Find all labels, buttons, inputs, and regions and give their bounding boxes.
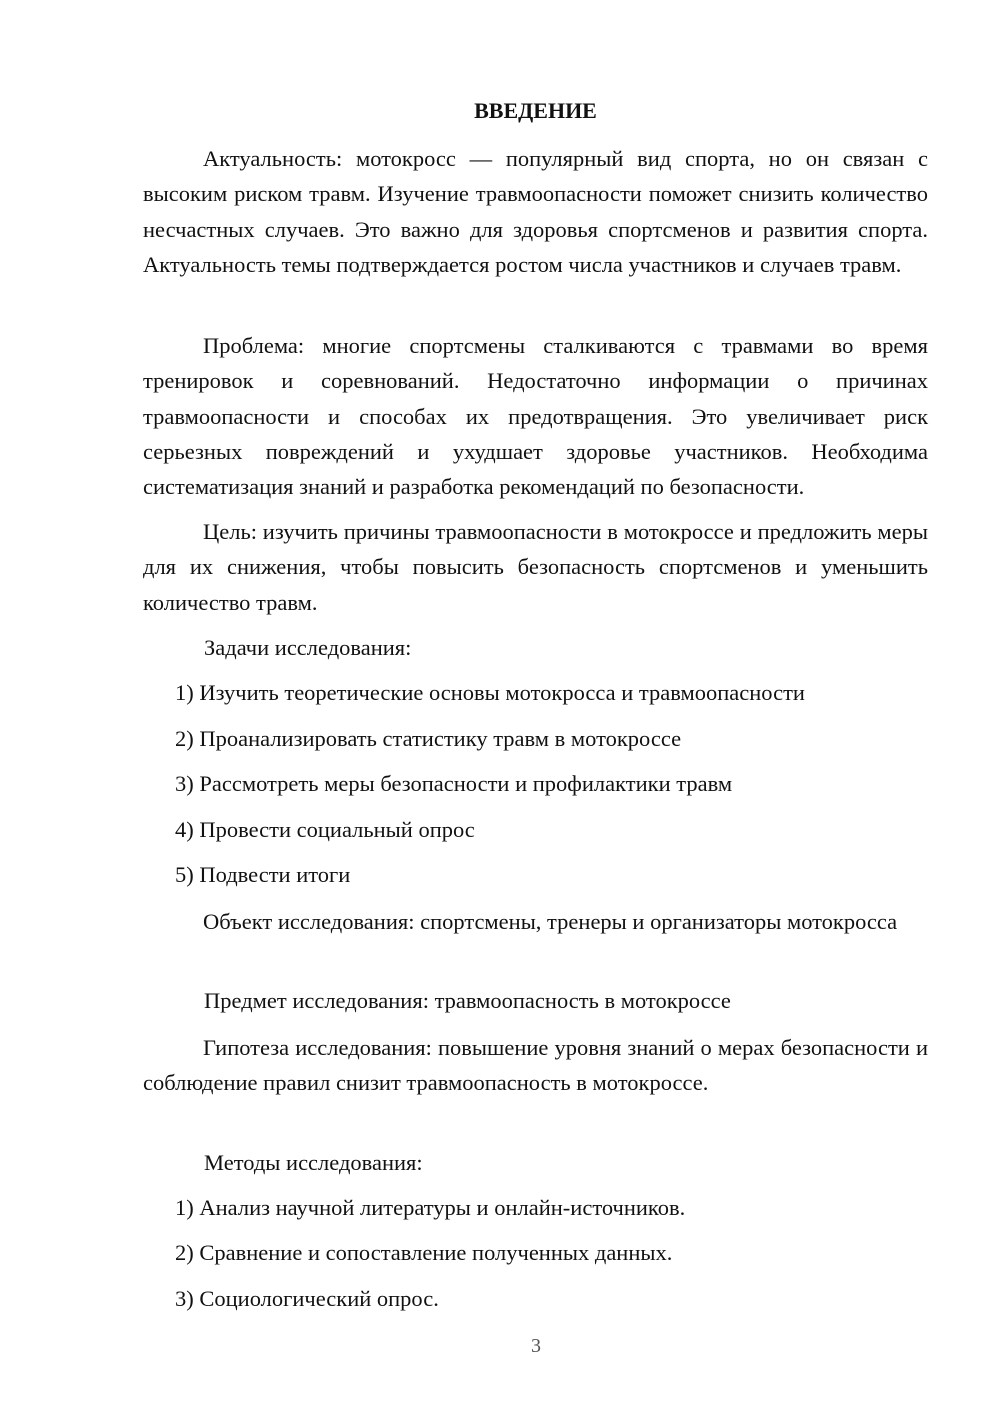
task-item: 2) Проанализировать статистику травм в мотокроссе — [175, 726, 682, 751]
problem-paragraph: Проблема: многие спортсмены сталкиваются с травмами во время тренировок и соревнований. Недостаточно информации о причинах травмоопасности и способах их предотвращения. Это увеличивает риск серьезных повреждений и ухудшает здоровье участников. Необходима систематизация знаний и разработка рекомендаций по безопасности. — [143, 333, 928, 500]
method-item: 2) Сравнение и сопоставление полученных данных. — [175, 1240, 673, 1265]
hypothesis-paragraph: Гипотеза исследования: повышение уровня знаний о мерах безопасности и соблюдение правил снизит травмоопасность в мотокроссе. — [143, 1035, 928, 1096]
object-paragraph: Объект исследования: спортсмены, тренеры и организаторы мотокросса — [203, 909, 898, 934]
task-item: 5) Подвести итоги — [175, 862, 351, 887]
method-item: 1) Анализ научной литературы и онлайн-источников. — [175, 1195, 686, 1220]
task-item: 1) Изучить теоретические основы мотокросса и травмоопасности — [175, 680, 805, 705]
relevance-paragraph: Актуальность: мотокросс — популярный вид спорта, но он связан с высоким риском травм. Изучение травмоопасности поможет снизить количество несчастных случаев. Это важно для здоровья спортсменов и развития спорта. Актуальность темы подтверждается ростом числа участников и случаев травм. — [143, 146, 928, 277]
methods-heading: Методы исследования: — [204, 1150, 423, 1175]
task-item: 3) Рассмотреть меры безопасности и профилактики травм — [175, 771, 733, 796]
goal-paragraph: Цель: изучить причины травмоопасности в мотокроссе и предложить меры для их снижения, чтобы повысить безопасность спортсменов и уменьшить количество травм. — [143, 519, 928, 615]
page-title: ВВЕДЕНИЕ — [474, 98, 597, 123]
method-item: 3) Социологический опрос. — [175, 1286, 439, 1311]
task-item: 4) Провести социальный опрос — [175, 817, 475, 842]
subject-line: Предмет исследования: травмоопасность в мотокроссе — [204, 988, 731, 1013]
tasks-heading: Задачи исследования: — [204, 635, 412, 660]
page-number: 3 — [531, 1335, 541, 1357]
